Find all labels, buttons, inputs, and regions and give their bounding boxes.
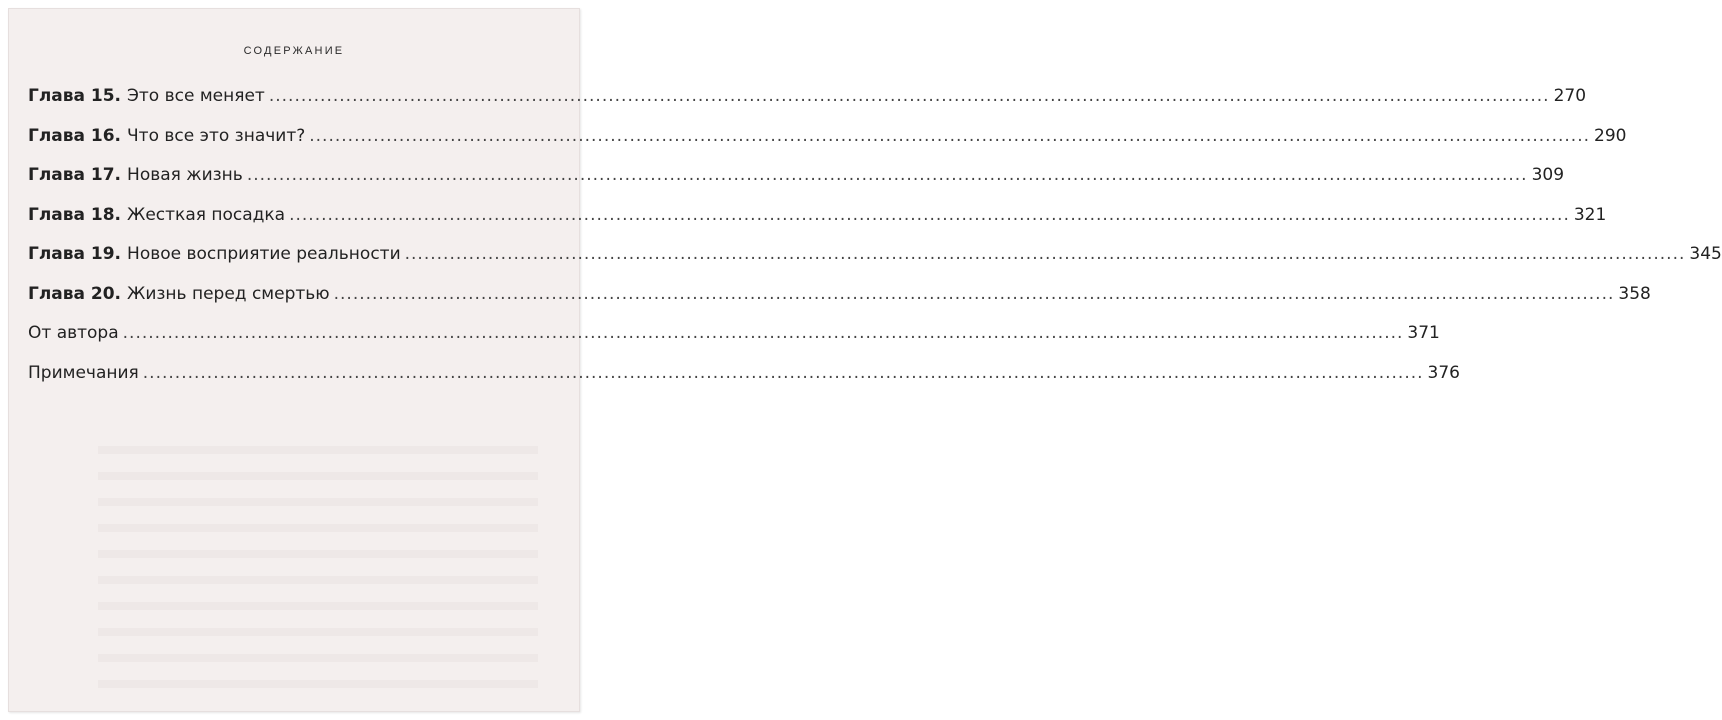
- page-header: СОДЕРЖАНИЕ: [243, 45, 345, 57]
- toc-entry: [28, 244, 1722, 284]
- section-title: От автора: [28, 323, 119, 343]
- page-number: 345: [1689, 244, 1722, 264]
- page-number: 376: [1427, 362, 1460, 383]
- page-number: 290: [1594, 125, 1627, 146]
- page-number: 270: [1553, 86, 1587, 106]
- toc-entry: [28, 362, 1460, 403]
- chapter-title: Новое восприятие реальности: [127, 244, 401, 264]
- toc-entry: [28, 283, 1651, 324]
- chapter-label: Глава 16.: [28, 125, 122, 146]
- toc-entry: [28, 86, 1587, 126]
- leader-dots: ........................................................................................................................................................................................................: [289, 204, 1570, 225]
- leader-dots: ........................................................................................................................................................................................................: [246, 165, 1528, 185]
- toc-entry: [28, 125, 1627, 166]
- page-number: 321: [1573, 204, 1607, 225]
- chapter-label: Глава 18.: [28, 204, 122, 225]
- chapter-title: Новая жизнь: [127, 165, 243, 185]
- chapter-label: Глава 15.: [28, 86, 122, 106]
- leader-dots: ........................................................................................................................................................................................................: [268, 86, 1550, 106]
- page-number: 358: [1618, 283, 1651, 304]
- leader-dots: ........................................................................................................................................................................................................: [309, 125, 1591, 146]
- toc-entry: [28, 165, 1565, 205]
- show-through-text: [98, 428, 538, 698]
- toc-entry: [28, 204, 1607, 245]
- toc-entry: [28, 323, 1440, 363]
- page-number: 371: [1407, 323, 1440, 343]
- leader-dots: ........................................................................................................................................................................................................: [404, 244, 1686, 264]
- chapter-title: Жизнь перед смертью: [127, 283, 330, 304]
- chapter-label: Глава 20.: [28, 283, 122, 304]
- leader-dots: ........................................................................................................................................................................................................: [142, 362, 1424, 383]
- chapter-title: Жесткая посадка: [127, 204, 286, 225]
- leader-dots: ........................................................................................................................................................................................................: [333, 283, 1615, 304]
- chapter-label: Глава 17.: [28, 165, 122, 185]
- chapter-title: Это все меняет: [127, 86, 265, 106]
- section-title: Примечания: [28, 362, 139, 383]
- table-of-contents: [28, 86, 1722, 402]
- chapter-label: Глава 19.: [28, 244, 122, 264]
- book-page: [8, 8, 1722, 712]
- leader-dots: ........................................................................................................................................................................................................: [122, 323, 1404, 343]
- page-number: 309: [1531, 165, 1565, 185]
- chapter-title: Что все это значит?: [127, 125, 306, 146]
